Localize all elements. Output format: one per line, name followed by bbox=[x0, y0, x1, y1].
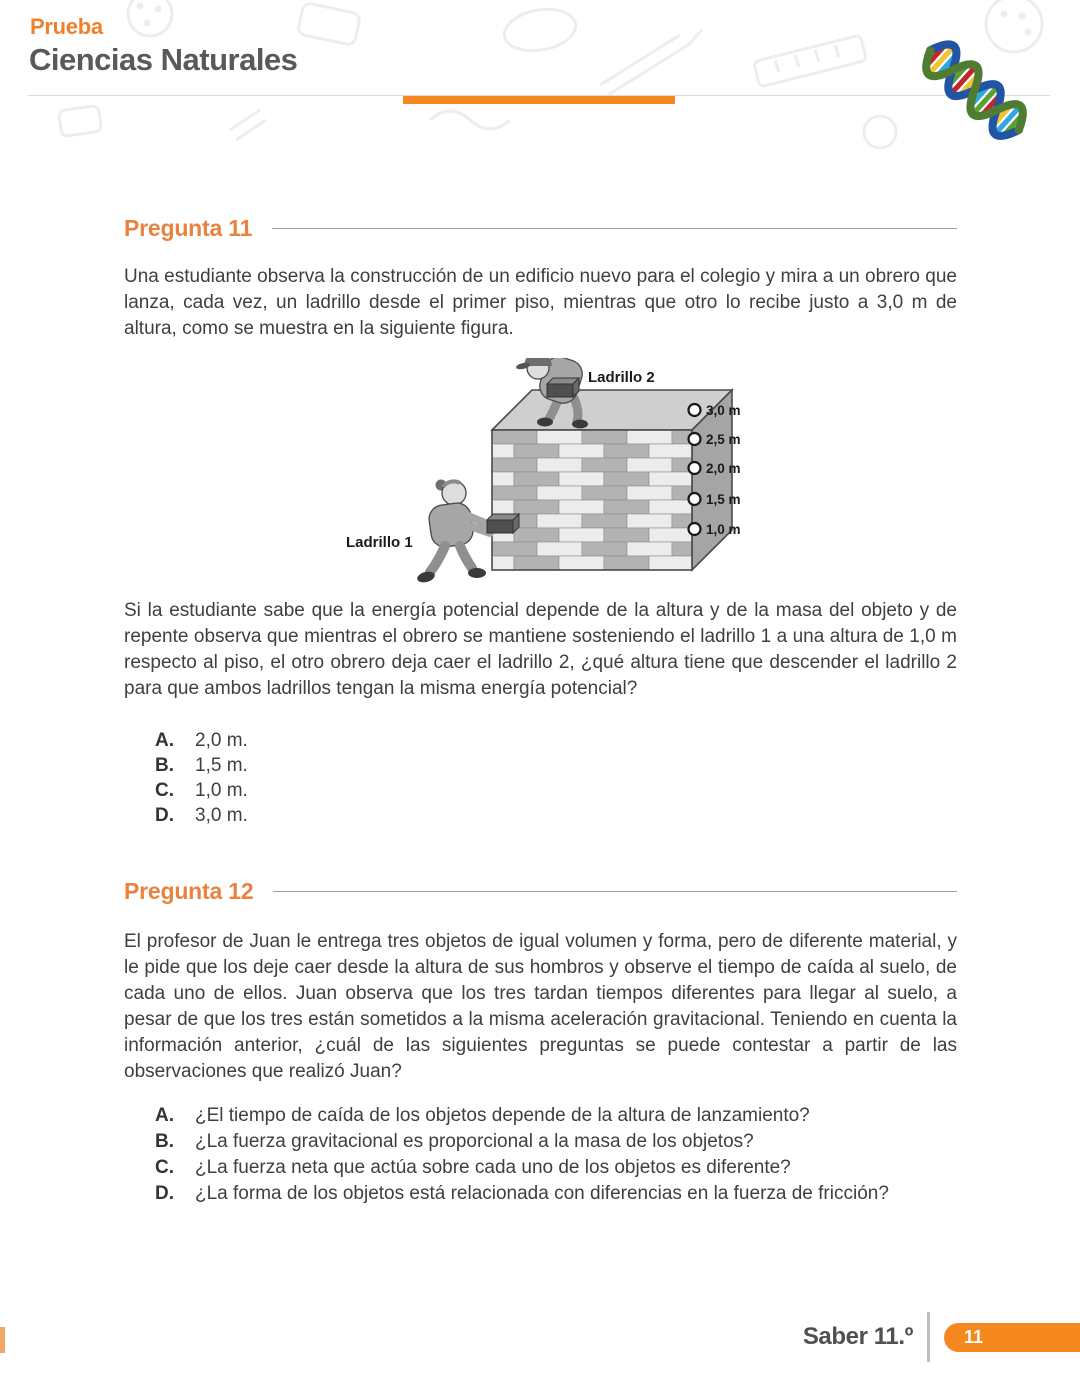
wall-front-face bbox=[492, 430, 692, 570]
option-letter: C. bbox=[155, 1157, 174, 1178]
page-number-badge: 11 bbox=[944, 1323, 1080, 1352]
option-d bbox=[155, 803, 957, 828]
page-title: Ciencias Naturales bbox=[29, 42, 298, 77]
option-d bbox=[155, 1181, 957, 1207]
brick-2-label: Ladrillo 2 bbox=[588, 369, 655, 386]
brick-1-label: Ladrillo 1 bbox=[346, 534, 413, 551]
option-b bbox=[155, 753, 957, 778]
option-text: ¿La forma de los objetos está relacionada con diferencias en la fuerza de fricción? bbox=[195, 1183, 889, 1204]
question-11-text: Si la estudiante sabe que la energía potencial depende de la altura y de la masa del objeto y de repente observa que mientras el obrero se mantiene sosteniendo el ladrillo 1 a una altura de 1,0 m respecto al piso, el otro obrero deja caer el ladrillo 2, ¿qué altura tiene que descender el ladrillo 2 para que ambos ladrillos tengan la misma energía potencial? bbox=[124, 600, 957, 699]
question-12-rule bbox=[273, 891, 957, 892]
option-c bbox=[155, 778, 957, 803]
exam-brand: Saber 11.º bbox=[802, 1323, 913, 1350]
option-text: 1,0 m. bbox=[195, 780, 248, 801]
option-a bbox=[155, 728, 957, 753]
question-11-rule bbox=[272, 228, 957, 229]
dna-helix-icon bbox=[887, 12, 1062, 172]
mark-1-0: 1,0 m bbox=[706, 522, 741, 537]
mark-3-0: 3,0 m bbox=[706, 403, 741, 418]
left-edge-accent bbox=[0, 1327, 5, 1353]
mark-2-5: 2,5 m bbox=[706, 432, 741, 447]
option-text: 3,0 m. bbox=[195, 805, 248, 826]
page-header bbox=[0, 0, 1080, 175]
option-letter: A. bbox=[155, 1105, 174, 1126]
exam-kicker: Prueba bbox=[30, 14, 103, 39]
option-c bbox=[155, 1155, 957, 1181]
option-letter: B. bbox=[155, 755, 174, 776]
option-text: ¿La fuerza neta que actúa sobre cada uno de los objetos es diferente? bbox=[195, 1157, 791, 1178]
option-a bbox=[155, 1103, 957, 1129]
question-12-options bbox=[155, 1103, 957, 1207]
question-11-intro: Una estudiante observa la construcción de un edificio nuevo para el colegio y mira a un obrero que lanza, cada vez, un ladrillo desde el primer piso, mientras que otro lo recibe justo a 3,0 m de altura, como se muestra en la siguiente figura. bbox=[124, 266, 957, 339]
question-12-header bbox=[124, 878, 957, 905]
question-12-title: Pregunta 12 bbox=[124, 878, 254, 904]
question-12-intro: El profesor de Juan le entrega tres objetos de igual volumen y forma, pero de diferente material, y le pide que los deje caer desde la altura de sus hombros y observe el tiempo de caída al suelo, de cada uno de ellos. Juan observa que los tres tardan tiempos diferentes para llegar al suelo, a pesar de que los tres están sometidos a la misma aceleración gravitacional. Teniendo en cuenta la información anterior, ¿cuál de las siguientes preguntas se puede contestar a partir de las observaciones que realizó Juan? bbox=[124, 931, 957, 1082]
option-letter: A. bbox=[155, 730, 174, 751]
option-b bbox=[155, 1129, 957, 1155]
brick-wall-figure bbox=[342, 358, 762, 586]
option-letter: D. bbox=[155, 805, 174, 826]
option-text: 1,5 m. bbox=[195, 755, 248, 776]
mark-1-5: 1,5 m bbox=[706, 492, 741, 507]
question-11-header bbox=[124, 215, 957, 242]
footer-divider bbox=[927, 1312, 930, 1362]
mark-2-0: 2,0 m bbox=[706, 461, 741, 476]
option-letter: C. bbox=[155, 780, 174, 801]
option-letter: B. bbox=[155, 1131, 174, 1152]
question-11-title: Pregunta 11 bbox=[124, 215, 253, 241]
option-text: ¿La fuerza gravitacional es proporcional a la masa de los objetos? bbox=[195, 1131, 754, 1152]
option-letter: D. bbox=[155, 1183, 174, 1204]
header-accent-bar bbox=[403, 96, 675, 104]
question-11-options bbox=[155, 728, 957, 828]
page-footer bbox=[803, 1312, 1080, 1362]
option-text: ¿El tiempo de caída de los objetos depende de la altura de lanzamiento? bbox=[195, 1105, 810, 1126]
option-text: 2,0 m. bbox=[195, 730, 248, 751]
exam-content bbox=[124, 175, 957, 1207]
